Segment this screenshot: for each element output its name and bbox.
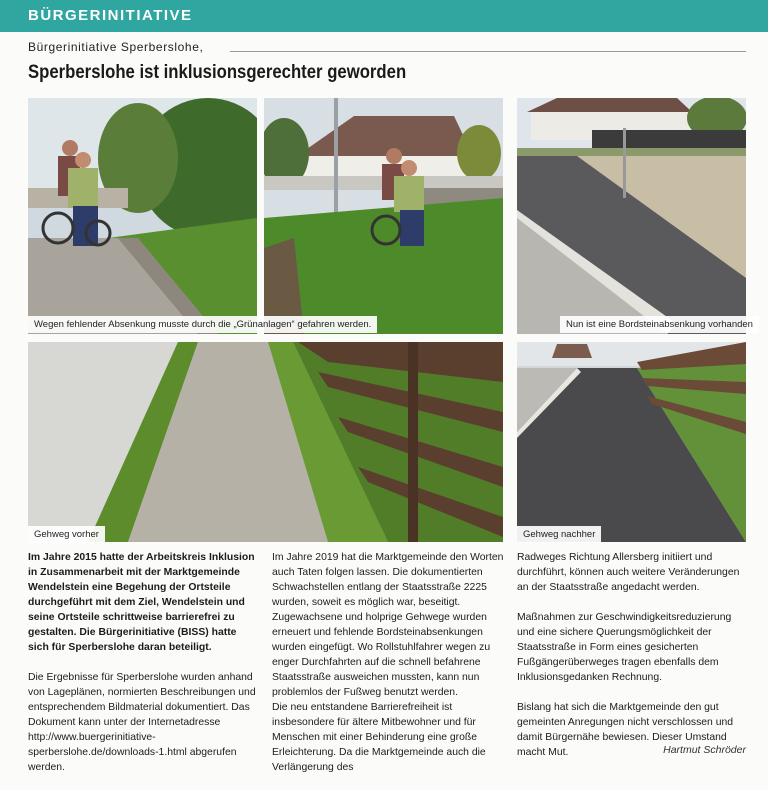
paragraph: Bislang hat sich die Marktgemeinde den gut gemeinten Anregungen nicht verschlossen und damit Bürgernähe bewiesen. Dieser Umstand macht Mut. [517,702,734,758]
caption-path-before: Gehweg vorher [28,526,105,543]
photo-wheelchair-grass-2 [264,98,503,334]
section-banner [0,0,768,32]
kicker: Bürgerinitiative Sperberslohe, [28,40,204,54]
paragraph: Radweges Richtung Allersberg initiiert und durchführt, können auch weitere Veränderungen an der Staatsstraße angedacht werden. [517,552,740,593]
photo-path-after [517,342,746,542]
paragraph: Die neu entstandene Barrierefreiheit ist insbesondere für ältere Mitbewohner und für Menschen mit einer Behinderung eine große Erleichterung. Da die Marktgemeinde auch die Verlängerung des [272,702,486,773]
caption-path-after: Gehweg nachher [517,526,601,543]
photo-path-before [28,342,503,542]
photo-lowered-curb [517,98,746,334]
kicker-rule [230,51,746,52]
text-column-1 [28,550,260,790]
photo-wheelchair-grass-1 [28,98,257,334]
paragraph: Die Ergebnisse für Sperberslohe wurden anhand von Lageplänen, normierten Beschreibungen und entsprechendem Bildmaterial dokumentiert. Das Dokument kann unter der Internetadresse http://www.buergerinitiative-sperberslohe.de/downloads-1.html abgerufen werden. [28,672,256,773]
paragraph: Im Jahre 2019 hat die Marktgemeinde den Worten auch Taten folgen lassen. Die dokumentierten Schwachstellen entlang der Staatsstraße 2225 wurden, soweit es möglich war, beseitigt. Zugewachsene und holprige Gehwege wurden erneuert und fehlende Bordsteinabsenkungen wurden eingefügt. Wo Rollstuhlfahrer wegen zu enger Durchfahrten auf die schnell befahrene Staatsstraße ausweichen mussten, kann nun problemlos der Fußweg benutzt werden. [272,552,504,698]
intro-paragraph: Im Jahre 2015 hatte der Arbeitskreis Inklusion in Zusammenarbeit mit der Marktgemeinde Wendelstein eine Begehung der Ortsteile durchgeführt mit dem Ziel, Wendelstein und seine Ortsteile schrittweise barrierefrei zu gestalten. Die Bürgerinitiative (BISS) hatte sich für Sperberslohe daran beteiligt. [28,552,255,653]
page-title: Sperberslohe ist inklusionsgerechter geworden [28,62,407,83]
text-column-3 [517,550,747,775]
caption-curb-present: Nun ist eine Bordsteinabsenkung vorhanden [560,316,759,333]
section-label: BÜRGERINITIATIVE [28,7,193,24]
caption-missing-curb: Wegen fehlender Absenkung musste durch die „Grünanlagen“ gefahren werden. [28,316,377,333]
author-signature: Hartmut Schröder [663,744,746,756]
paragraph: Maßnahmen zur Geschwindigkeitsreduzierung und eine sichere Querungsmöglichkeit der Staatsstraße in Form eines gesicherten Fußgängerüberweges tragen ebenfalls dem Inklusionsgedanken Rechnung. [517,612,732,683]
text-column-2 [272,550,506,790]
